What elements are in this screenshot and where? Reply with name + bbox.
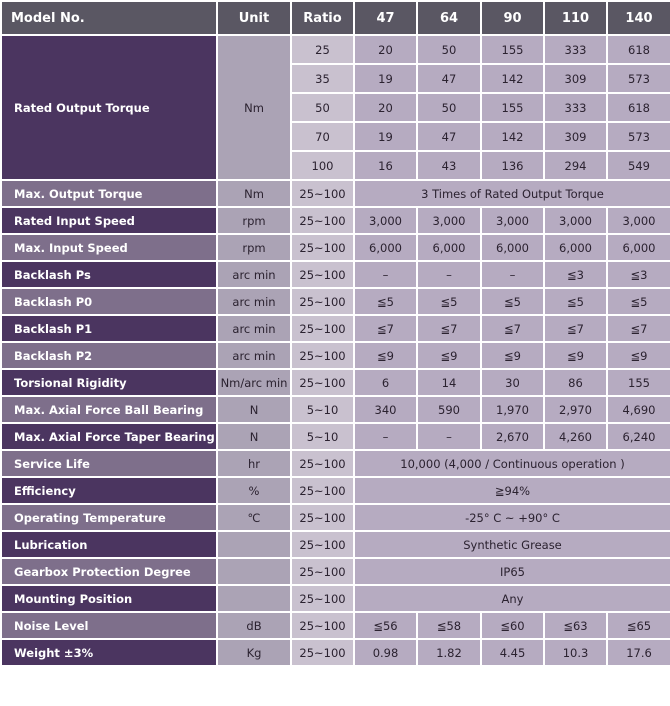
- value-cell: 333: [544, 35, 607, 64]
- value-cell: ≦3: [607, 261, 670, 288]
- value-cell: 618: [607, 93, 670, 122]
- table-body: [1, 35, 670, 666]
- value-cell: 3,000: [417, 207, 481, 234]
- ratio-cell: 25~100: [291, 477, 354, 504]
- value-cell: 6,000: [544, 234, 607, 261]
- row-label: Backlash P2: [1, 342, 217, 369]
- value-cell: 20: [354, 35, 417, 64]
- value-cell: ≦9: [354, 342, 417, 369]
- value-cell: 340: [354, 396, 417, 423]
- merged-value-cell: IP65: [354, 558, 670, 585]
- value-cell: 3,000: [544, 207, 607, 234]
- value-cell: ≦58: [417, 612, 481, 639]
- value-cell: 47: [417, 122, 481, 151]
- value-cell: 47: [417, 64, 481, 93]
- header-model-47: 47: [354, 1, 417, 35]
- unit-cell: Nm: [217, 35, 291, 180]
- row-label: Operating Temperature: [1, 504, 217, 531]
- value-cell: ≦56: [354, 612, 417, 639]
- value-cell: 136: [481, 151, 544, 180]
- value-cell: 3,000: [481, 207, 544, 234]
- unit-cell: arc min: [217, 342, 291, 369]
- table-row: [1, 315, 670, 342]
- value-cell: 50: [417, 35, 481, 64]
- value-cell: –: [417, 423, 481, 450]
- unit-cell: dB: [217, 612, 291, 639]
- value-cell: 30: [481, 369, 544, 396]
- value-cell: ≦9: [607, 342, 670, 369]
- value-cell: –: [417, 261, 481, 288]
- table-row: [1, 261, 670, 288]
- value-cell: 19: [354, 122, 417, 151]
- row-label: Max. Axial Force Ball Bearing: [1, 396, 217, 423]
- value-cell: 618: [607, 35, 670, 64]
- value-cell: ≦7: [354, 315, 417, 342]
- table-row: [1, 585, 670, 612]
- ratio-cell: 25: [291, 35, 354, 64]
- merged-value-cell: -25° C ~ +90° C: [354, 504, 670, 531]
- row-label: Rated Input Speed: [1, 207, 217, 234]
- value-cell: 20: [354, 93, 417, 122]
- table-row: [1, 504, 670, 531]
- value-cell: 1,970: [481, 396, 544, 423]
- row-label: Mounting Position: [1, 585, 217, 612]
- table-row: [1, 207, 670, 234]
- row-label: Gearbox Protection Degree: [1, 558, 217, 585]
- ratio-cell: 25~100: [291, 315, 354, 342]
- unit-cell: [217, 558, 291, 585]
- unit-cell: arc min: [217, 315, 291, 342]
- table-row: [1, 342, 670, 369]
- row-label: Torsional Rigidity: [1, 369, 217, 396]
- header-model-110: 110: [544, 1, 607, 35]
- merged-value-cell: 10,000 (4,000 / Continuous operation ): [354, 450, 670, 477]
- value-cell: 6,000: [607, 234, 670, 261]
- value-cell: 4,260: [544, 423, 607, 450]
- value-cell: –: [354, 261, 417, 288]
- table-row: [1, 558, 670, 585]
- unit-cell: hr: [217, 450, 291, 477]
- value-cell: 6,240: [607, 423, 670, 450]
- ratio-cell: 25~100: [291, 288, 354, 315]
- table-row: [1, 369, 670, 396]
- unit-cell: N: [217, 423, 291, 450]
- value-cell: 2,670: [481, 423, 544, 450]
- merged-value-cell: Any: [354, 585, 670, 612]
- merged-value-cell: ≧94%: [354, 477, 670, 504]
- value-cell: 3,000: [607, 207, 670, 234]
- value-cell: 1.82: [417, 639, 481, 666]
- table-row: [1, 477, 670, 504]
- value-cell: 549: [607, 151, 670, 180]
- unit-cell: Kg: [217, 639, 291, 666]
- ratio-cell: 25~100: [291, 639, 354, 666]
- ratio-cell: 50: [291, 93, 354, 122]
- value-cell: 142: [481, 64, 544, 93]
- unit-cell: [217, 585, 291, 612]
- value-cell: ≦9: [544, 342, 607, 369]
- table-row: [1, 234, 670, 261]
- ratio-cell: 25~100: [291, 207, 354, 234]
- header-unit: Unit: [217, 1, 291, 35]
- value-cell: 4.45: [481, 639, 544, 666]
- table-row: [1, 35, 670, 64]
- value-cell: ≦5: [481, 288, 544, 315]
- table-row: [1, 423, 670, 450]
- value-cell: 333: [544, 93, 607, 122]
- row-label: Backlash P1: [1, 315, 217, 342]
- row-label: Service Life: [1, 450, 217, 477]
- unit-cell: N: [217, 396, 291, 423]
- row-label: Max. Output Torque: [1, 180, 217, 207]
- value-cell: ≦3: [544, 261, 607, 288]
- row-label: Max. Input Speed: [1, 234, 217, 261]
- row-label: Weight ±3%: [1, 639, 217, 666]
- row-label: Rated Output Torque: [1, 35, 217, 180]
- table-row: [1, 450, 670, 477]
- ratio-cell: 25~100: [291, 261, 354, 288]
- value-cell: ≦7: [544, 315, 607, 342]
- value-cell: –: [354, 423, 417, 450]
- ratio-cell: 5~10: [291, 423, 354, 450]
- unit-cell: ℃: [217, 504, 291, 531]
- value-cell: ≦5: [417, 288, 481, 315]
- table-row: [1, 288, 670, 315]
- row-label: Lubrication: [1, 531, 217, 558]
- value-cell: ≦65: [607, 612, 670, 639]
- value-cell: ≦9: [481, 342, 544, 369]
- unit-cell: rpm: [217, 234, 291, 261]
- unit-cell: Nm/arc min: [217, 369, 291, 396]
- header-model-64: 64: [417, 1, 481, 35]
- value-cell: ≦7: [607, 315, 670, 342]
- unit-cell: arc min: [217, 261, 291, 288]
- table-row: [1, 531, 670, 558]
- ratio-cell: 25~100: [291, 585, 354, 612]
- value-cell: 155: [481, 93, 544, 122]
- value-cell: 6: [354, 369, 417, 396]
- header-model-90: 90: [481, 1, 544, 35]
- unit-cell: %: [217, 477, 291, 504]
- header-model-no: Model No.: [1, 1, 217, 35]
- ratio-cell: 25~100: [291, 531, 354, 558]
- header-ratio: Ratio: [291, 1, 354, 35]
- header-row: [1, 1, 670, 35]
- value-cell: 86: [544, 369, 607, 396]
- value-cell: 309: [544, 64, 607, 93]
- ratio-cell: 25~100: [291, 369, 354, 396]
- row-label: Efficiency: [1, 477, 217, 504]
- value-cell: 6,000: [481, 234, 544, 261]
- value-cell: 294: [544, 151, 607, 180]
- value-cell: ≦9: [417, 342, 481, 369]
- value-cell: ≦7: [481, 315, 544, 342]
- unit-cell: [217, 531, 291, 558]
- ratio-cell: 25~100: [291, 342, 354, 369]
- value-cell: 6,000: [354, 234, 417, 261]
- value-cell: 142: [481, 122, 544, 151]
- value-cell: 573: [607, 64, 670, 93]
- value-cell: 3,000: [354, 207, 417, 234]
- ratio-cell: 100: [291, 151, 354, 180]
- merged-value-cell: 3 Times of Rated Output Torque: [354, 180, 670, 207]
- table-row: [1, 612, 670, 639]
- value-cell: ≦5: [607, 288, 670, 315]
- value-cell: 17.6: [607, 639, 670, 666]
- value-cell: 590: [417, 396, 481, 423]
- value-cell: 309: [544, 122, 607, 151]
- ratio-cell: 25~100: [291, 612, 354, 639]
- value-cell: 4,690: [607, 396, 670, 423]
- unit-cell: arc min: [217, 288, 291, 315]
- ratio-cell: 70: [291, 122, 354, 151]
- value-cell: ≦60: [481, 612, 544, 639]
- ratio-cell: 25~100: [291, 504, 354, 531]
- ratio-cell: 25~100: [291, 450, 354, 477]
- value-cell: 43: [417, 151, 481, 180]
- unit-cell: rpm: [217, 207, 291, 234]
- table-row: [1, 639, 670, 666]
- value-cell: 19: [354, 64, 417, 93]
- table-row: [1, 396, 670, 423]
- unit-cell: Nm: [217, 180, 291, 207]
- value-cell: 16: [354, 151, 417, 180]
- value-cell: ≦5: [544, 288, 607, 315]
- value-cell: 155: [481, 35, 544, 64]
- value-cell: 155: [607, 369, 670, 396]
- value-cell: ≦7: [417, 315, 481, 342]
- value-cell: 0.98: [354, 639, 417, 666]
- table-row: [1, 180, 670, 207]
- value-cell: 573: [607, 122, 670, 151]
- ratio-cell: 5~10: [291, 396, 354, 423]
- value-cell: 50: [417, 93, 481, 122]
- ratio-cell: 25~100: [291, 180, 354, 207]
- merged-value-cell: Synthetic Grease: [354, 531, 670, 558]
- value-cell: 14: [417, 369, 481, 396]
- row-label: Max. Axial Force Taper Bearing: [1, 423, 217, 450]
- ratio-cell: 25~100: [291, 558, 354, 585]
- header-model-140: 140: [607, 1, 670, 35]
- row-label: Noise Level: [1, 612, 217, 639]
- ratio-cell: 35: [291, 64, 354, 93]
- value-cell: 10.3: [544, 639, 607, 666]
- ratio-cell: 25~100: [291, 234, 354, 261]
- value-cell: 6,000: [417, 234, 481, 261]
- value-cell: –: [481, 261, 544, 288]
- row-label: Backlash P0: [1, 288, 217, 315]
- value-cell: ≦63: [544, 612, 607, 639]
- value-cell: 2,970: [544, 396, 607, 423]
- value-cell: ≦5: [354, 288, 417, 315]
- row-label: Backlash Ps: [1, 261, 217, 288]
